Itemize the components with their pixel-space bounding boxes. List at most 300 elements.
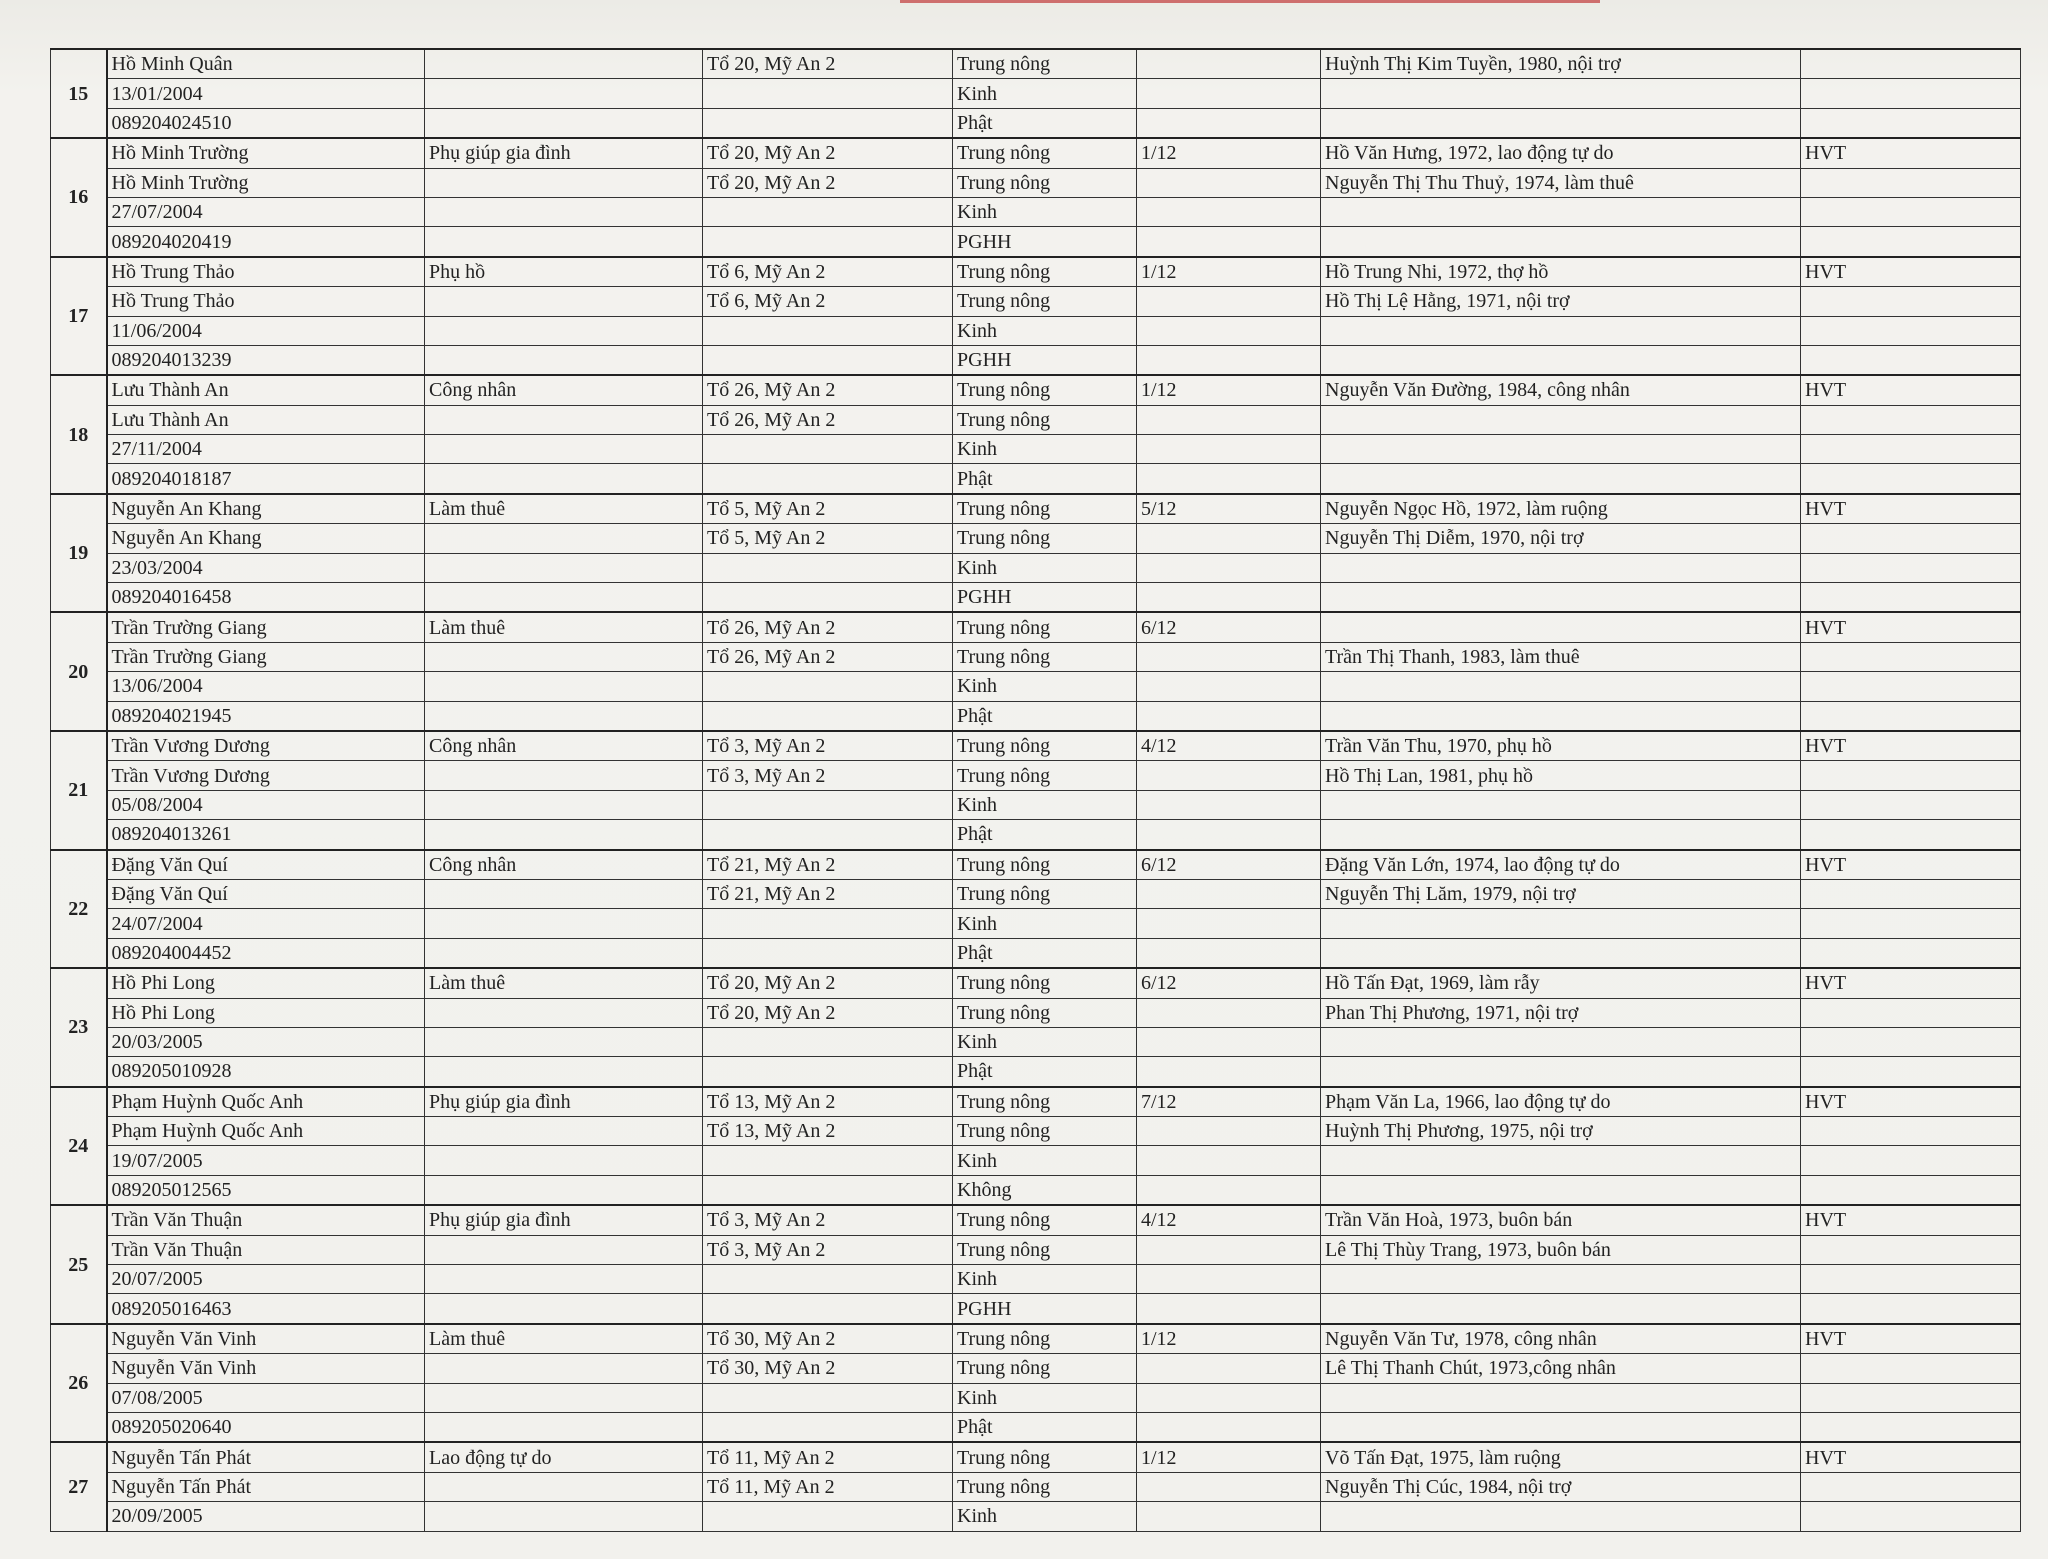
address-cell xyxy=(703,583,953,613)
note-cell xyxy=(1801,1383,2021,1412)
occupation-cell xyxy=(425,287,703,316)
parents-cell xyxy=(1321,1294,1801,1324)
address-cell: Tổ 30, Mỹ An 2 xyxy=(703,1324,953,1354)
name-cell: 24/07/2004 xyxy=(107,909,425,938)
address-cell: Tổ 20, Mỹ An 2 xyxy=(703,998,953,1027)
note-cell xyxy=(1801,49,2021,79)
name-cell: 19/07/2005 xyxy=(107,1146,425,1175)
occupation-cell xyxy=(425,642,703,671)
table-row xyxy=(51,612,2021,642)
occupation-cell xyxy=(425,761,703,790)
class-cell: Trung nông xyxy=(953,257,1137,287)
occupation-cell xyxy=(425,790,703,819)
name-cell: 089204020419 xyxy=(107,227,425,257)
table-row xyxy=(51,405,2021,434)
note-cell xyxy=(1801,168,2021,197)
name-cell: Hồ Minh Trường xyxy=(107,138,425,168)
address-cell xyxy=(703,316,953,345)
table-row xyxy=(51,494,2021,524)
class-cell: Kinh xyxy=(953,79,1137,108)
parents-cell: Nguyễn Văn Tư, 1978, công nhân xyxy=(1321,1324,1801,1354)
note-cell xyxy=(1801,1146,2021,1175)
parents-cell xyxy=(1321,938,1801,968)
parents-cell xyxy=(1321,1057,1801,1087)
table-row xyxy=(51,1175,2021,1205)
address-cell xyxy=(703,1175,953,1205)
education-cell xyxy=(1137,49,1321,79)
note-cell xyxy=(1801,1354,2021,1383)
parents-cell: Lê Thị Thanh Chút, 1973,công nhân xyxy=(1321,1354,1801,1383)
table-row xyxy=(51,1324,2021,1354)
table-row xyxy=(51,1057,2021,1087)
name-cell: Phạm Huỳnh Quốc Anh xyxy=(107,1117,425,1146)
parents-cell xyxy=(1321,1027,1801,1056)
education-cell: 1/12 xyxy=(1137,1324,1321,1354)
name-cell: 27/11/2004 xyxy=(107,435,425,464)
note-cell: HVT xyxy=(1801,257,2021,287)
parents-cell xyxy=(1321,790,1801,819)
class-cell: Trung nông xyxy=(953,1354,1137,1383)
name-cell: Nguyễn Tấn Phát xyxy=(107,1472,425,1501)
name-cell: Trần Vương Dương xyxy=(107,761,425,790)
name-cell: Lưu Thành An xyxy=(107,405,425,434)
address-cell: Tổ 20, Mỹ An 2 xyxy=(703,168,953,197)
table-row xyxy=(51,998,2021,1027)
table-row xyxy=(51,909,2021,938)
education-cell xyxy=(1137,168,1321,197)
name-cell: Hồ Trung Thảo xyxy=(107,257,425,287)
note-cell xyxy=(1801,524,2021,553)
note-cell: HVT xyxy=(1801,1087,2021,1117)
occupation-cell xyxy=(425,1265,703,1294)
address-cell xyxy=(703,227,953,257)
note-cell xyxy=(1801,790,2021,819)
name-cell: 05/08/2004 xyxy=(107,790,425,819)
parents-cell xyxy=(1321,435,1801,464)
note-cell xyxy=(1801,909,2021,938)
table-row xyxy=(51,1412,2021,1442)
education-cell xyxy=(1137,1117,1321,1146)
occupation-cell xyxy=(425,1146,703,1175)
occupation-cell xyxy=(425,1383,703,1412)
record-number-cell: 15 xyxy=(51,49,107,138)
education-cell xyxy=(1137,1412,1321,1442)
note-cell xyxy=(1801,405,2021,434)
note-cell xyxy=(1801,701,2021,731)
education-cell xyxy=(1137,524,1321,553)
occupation-cell: Làm thuê xyxy=(425,968,703,998)
note-cell xyxy=(1801,1412,2021,1442)
occupation-cell: Làm thuê xyxy=(425,494,703,524)
education-cell xyxy=(1137,287,1321,316)
occupation-cell: Làm thuê xyxy=(425,612,703,642)
class-cell: Trung nông xyxy=(953,1472,1137,1501)
parents-cell xyxy=(1321,909,1801,938)
address-cell: Tổ 21, Mỹ An 2 xyxy=(703,850,953,880)
address-cell: Tổ 20, Mỹ An 2 xyxy=(703,49,953,79)
name-cell: Trần Trường Giang xyxy=(107,612,425,642)
address-cell xyxy=(703,345,953,375)
occupation-cell xyxy=(425,1354,703,1383)
table-row xyxy=(51,138,2021,168)
address-cell: Tổ 11, Mỹ An 2 xyxy=(703,1442,953,1472)
record-number-cell: 21 xyxy=(51,731,107,850)
occupation-cell xyxy=(425,464,703,494)
name-cell: Đặng Văn Quí xyxy=(107,850,425,880)
class-cell: Trung nông xyxy=(953,731,1137,761)
class-cell: Phật xyxy=(953,108,1137,138)
education-cell xyxy=(1137,197,1321,226)
record-number-cell: 19 xyxy=(51,494,107,613)
class-cell: Trung nông xyxy=(953,1205,1137,1235)
parents-cell: Hồ Tấn Đạt, 1969, làm rẫy xyxy=(1321,968,1801,998)
page-bottom-margin xyxy=(50,1494,2020,1554)
table-row xyxy=(51,435,2021,464)
record-number-cell: 26 xyxy=(51,1324,107,1443)
class-cell: Trung nông xyxy=(953,850,1137,880)
registry-table xyxy=(50,48,2021,1532)
education-cell xyxy=(1137,1057,1321,1087)
address-cell: Tổ 13, Mỹ An 2 xyxy=(703,1117,953,1146)
occupation-cell: Phụ giúp gia đình xyxy=(425,1087,703,1117)
class-cell: Kinh xyxy=(953,790,1137,819)
name-cell: 089205016463 xyxy=(107,1294,425,1324)
table-row xyxy=(51,879,2021,908)
name-cell: Nguyễn Văn Vinh xyxy=(107,1324,425,1354)
class-cell: Không xyxy=(953,1175,1137,1205)
parents-cell xyxy=(1321,464,1801,494)
address-cell: Tổ 5, Mỹ An 2 xyxy=(703,494,953,524)
class-cell: Trung nông xyxy=(953,1235,1137,1264)
table-row xyxy=(51,642,2021,671)
education-cell xyxy=(1137,108,1321,138)
name-cell: 20/09/2005 xyxy=(107,1502,425,1531)
address-cell xyxy=(703,1057,953,1087)
parents-cell xyxy=(1321,108,1801,138)
parents-cell xyxy=(1321,1175,1801,1205)
education-cell xyxy=(1137,879,1321,908)
occupation-cell xyxy=(425,49,703,79)
note-cell: HVT xyxy=(1801,968,2021,998)
address-cell xyxy=(703,909,953,938)
parents-cell xyxy=(1321,820,1801,850)
note-cell xyxy=(1801,553,2021,582)
occupation-cell xyxy=(425,1294,703,1324)
education-cell xyxy=(1137,316,1321,345)
name-cell: 089204018187 xyxy=(107,464,425,494)
parents-cell: Huỳnh Thị Kim Tuyền, 1980, nội trợ xyxy=(1321,49,1801,79)
table-row xyxy=(51,524,2021,553)
note-cell xyxy=(1801,435,2021,464)
note-cell: HVT xyxy=(1801,1324,2021,1354)
address-cell: Tổ 20, Mỹ An 2 xyxy=(703,138,953,168)
occupation-cell xyxy=(425,79,703,108)
education-cell xyxy=(1137,405,1321,434)
table-row xyxy=(51,257,2021,287)
education-cell xyxy=(1137,583,1321,613)
class-cell: Trung nông xyxy=(953,968,1137,998)
occupation-cell xyxy=(425,1057,703,1087)
occupation-cell xyxy=(425,1412,703,1442)
education-cell xyxy=(1137,464,1321,494)
name-cell: 089204021945 xyxy=(107,701,425,731)
education-cell xyxy=(1137,938,1321,968)
class-cell: Kinh xyxy=(953,435,1137,464)
class-cell: Phật xyxy=(953,820,1137,850)
education-cell xyxy=(1137,672,1321,701)
table-row xyxy=(51,345,2021,375)
address-cell: Tổ 6, Mỹ An 2 xyxy=(703,257,953,287)
occupation-cell xyxy=(425,316,703,345)
class-cell: Phật xyxy=(953,464,1137,494)
address-cell xyxy=(703,938,953,968)
note-cell xyxy=(1801,464,2021,494)
education-cell: 5/12 xyxy=(1137,494,1321,524)
record-number-cell: 17 xyxy=(51,257,107,376)
parents-cell xyxy=(1321,1265,1801,1294)
record-number-cell: 25 xyxy=(51,1205,107,1324)
occupation-cell: Phụ giúp gia đình xyxy=(425,1205,703,1235)
class-cell: PGHH xyxy=(953,1294,1137,1324)
table-row xyxy=(51,790,2021,819)
education-cell xyxy=(1137,909,1321,938)
education-cell: 6/12 xyxy=(1137,850,1321,880)
name-cell: Lưu Thành An xyxy=(107,375,425,405)
name-cell: Hồ Minh Quân xyxy=(107,49,425,79)
occupation-cell xyxy=(425,820,703,850)
note-cell xyxy=(1801,1294,2021,1324)
note-cell xyxy=(1801,998,2021,1027)
parents-cell: Nguyễn Thị Lăm, 1979, nội trợ xyxy=(1321,879,1801,908)
name-cell: 089204016458 xyxy=(107,583,425,613)
education-cell xyxy=(1137,1383,1321,1412)
address-cell xyxy=(703,1265,953,1294)
record-number-cell: 16 xyxy=(51,138,107,257)
education-cell xyxy=(1137,998,1321,1027)
parents-cell xyxy=(1321,1146,1801,1175)
address-cell xyxy=(703,553,953,582)
parents-cell xyxy=(1321,701,1801,731)
note-cell xyxy=(1801,820,2021,850)
table-row xyxy=(51,1354,2021,1383)
table-row xyxy=(51,672,2021,701)
parents-cell: Nguyễn Văn Đường, 1984, công nhân xyxy=(1321,375,1801,405)
parents-cell xyxy=(1321,583,1801,613)
table-row xyxy=(51,49,2021,79)
class-cell: Phật xyxy=(953,938,1137,968)
name-cell: Trần Văn Thuận xyxy=(107,1235,425,1264)
parents-cell: Hồ Trung Nhi, 1972, thợ hồ xyxy=(1321,257,1801,287)
occupation-cell: Lao động tự do xyxy=(425,1442,703,1472)
parents-cell: Phan Thị Phương, 1971, nội trợ xyxy=(1321,998,1801,1027)
address-cell: Tổ 3, Mỹ An 2 xyxy=(703,731,953,761)
table-row xyxy=(51,1383,2021,1412)
occupation-cell xyxy=(425,108,703,138)
table-row xyxy=(51,1294,2021,1324)
name-cell: Phạm Huỳnh Quốc Anh xyxy=(107,1087,425,1117)
record-number-cell: 27 xyxy=(51,1442,107,1531)
address-cell: Tổ 26, Mỹ An 2 xyxy=(703,375,953,405)
education-cell xyxy=(1137,820,1321,850)
class-cell: Kinh xyxy=(953,1146,1137,1175)
note-cell xyxy=(1801,1235,2021,1264)
occupation-cell xyxy=(425,197,703,226)
occupation-cell xyxy=(425,1235,703,1264)
table-row xyxy=(51,583,2021,613)
table-row xyxy=(51,1146,2021,1175)
address-cell xyxy=(703,790,953,819)
name-cell: Đặng Văn Quí xyxy=(107,879,425,908)
name-cell: 20/03/2005 xyxy=(107,1027,425,1056)
table-row xyxy=(51,168,2021,197)
name-cell: Trần Vương Dương xyxy=(107,731,425,761)
name-cell: 089205010928 xyxy=(107,1057,425,1087)
table-row xyxy=(51,464,2021,494)
note-cell xyxy=(1801,287,2021,316)
class-cell: Trung nông xyxy=(953,1117,1137,1146)
parents-cell: Hồ Thị Lệ Hằng, 1971, nội trợ xyxy=(1321,287,1801,316)
class-cell: Trung nông xyxy=(953,168,1137,197)
class-cell: Trung nông xyxy=(953,49,1137,79)
name-cell: Nguyễn An Khang xyxy=(107,524,425,553)
education-cell xyxy=(1137,1235,1321,1264)
parents-cell: Lê Thị Thùy Trang, 1973, buôn bán xyxy=(1321,1235,1801,1264)
name-cell: 27/07/2004 xyxy=(107,197,425,226)
class-cell: Kinh xyxy=(953,197,1137,226)
parents-cell: Trần Văn Thu, 1970, phụ hồ xyxy=(1321,731,1801,761)
note-cell: HVT xyxy=(1801,1205,2021,1235)
name-cell: 089204024510 xyxy=(107,108,425,138)
class-cell: Phật xyxy=(953,701,1137,731)
note-cell xyxy=(1801,672,2021,701)
parents-cell xyxy=(1321,345,1801,375)
address-cell xyxy=(703,435,953,464)
occupation-cell xyxy=(425,938,703,968)
parents-cell: Võ Tấn Đạt, 1975, làm ruộng xyxy=(1321,1442,1801,1472)
education-cell xyxy=(1137,435,1321,464)
occupation-cell: Làm thuê xyxy=(425,1324,703,1354)
table-row xyxy=(51,761,2021,790)
parents-cell xyxy=(1321,553,1801,582)
class-cell: Trung nông xyxy=(953,1087,1137,1117)
note-cell xyxy=(1801,879,2021,908)
address-cell: Tổ 13, Mỹ An 2 xyxy=(703,1087,953,1117)
address-cell: Tổ 21, Mỹ An 2 xyxy=(703,879,953,908)
parents-cell: Phạm Văn La, 1966, lao động tự do xyxy=(1321,1087,1801,1117)
note-cell xyxy=(1801,1265,2021,1294)
note-cell: HVT xyxy=(1801,494,2021,524)
class-cell: Kinh xyxy=(953,1502,1137,1531)
address-cell xyxy=(703,197,953,226)
address-cell xyxy=(703,464,953,494)
table-row xyxy=(51,316,2021,345)
name-cell: 23/03/2004 xyxy=(107,553,425,582)
class-cell: Kinh xyxy=(953,553,1137,582)
page-edge-mark xyxy=(900,0,1600,3)
note-cell xyxy=(1801,938,2021,968)
parents-cell xyxy=(1321,1383,1801,1412)
address-cell xyxy=(703,1146,953,1175)
address-cell: Tổ 26, Mỹ An 2 xyxy=(703,612,953,642)
class-cell: Kinh xyxy=(953,316,1137,345)
address-cell: Tổ 30, Mỹ An 2 xyxy=(703,1354,953,1383)
name-cell: Trần Văn Thuận xyxy=(107,1205,425,1235)
name-cell: 20/07/2005 xyxy=(107,1265,425,1294)
address-cell xyxy=(703,1383,953,1412)
parents-cell: Huỳnh Thị Phương, 1975, nội trợ xyxy=(1321,1117,1801,1146)
parents-cell xyxy=(1321,612,1801,642)
name-cell: Trần Trường Giang xyxy=(107,642,425,671)
note-cell xyxy=(1801,227,2021,257)
class-cell: Kinh xyxy=(953,1027,1137,1056)
education-cell xyxy=(1137,1027,1321,1056)
address-cell: Tổ 3, Mỹ An 2 xyxy=(703,761,953,790)
parents-cell: Đặng Văn Lớn, 1974, lao động tự do xyxy=(1321,850,1801,880)
address-cell: Tổ 26, Mỹ An 2 xyxy=(703,405,953,434)
record-number-cell: 24 xyxy=(51,1087,107,1206)
education-cell xyxy=(1137,345,1321,375)
parents-cell: Trần Thị Thanh, 1983, làm thuê xyxy=(1321,642,1801,671)
name-cell: Nguyễn Văn Vinh xyxy=(107,1354,425,1383)
name-cell: Hồ Phi Long xyxy=(107,968,425,998)
occupation-cell xyxy=(425,435,703,464)
note-cell xyxy=(1801,1027,2021,1056)
table-row xyxy=(51,197,2021,226)
address-cell xyxy=(703,1027,953,1056)
class-cell: Kinh xyxy=(953,909,1137,938)
class-cell: Kinh xyxy=(953,1265,1137,1294)
parents-cell xyxy=(1321,1412,1801,1442)
education-cell: 4/12 xyxy=(1137,1205,1321,1235)
note-cell xyxy=(1801,1057,2021,1087)
address-cell xyxy=(703,820,953,850)
parents-cell: Nguyễn Thị Cúc, 1984, nội trợ xyxy=(1321,1472,1801,1501)
name-cell: Hồ Trung Thảo xyxy=(107,287,425,316)
name-cell: 089204013239 xyxy=(107,345,425,375)
name-cell: Nguyễn Tấn Phát xyxy=(107,1442,425,1472)
table-row xyxy=(51,553,2021,582)
class-cell: Kinh xyxy=(953,672,1137,701)
table-row xyxy=(51,731,2021,761)
occupation-cell: Phụ hồ xyxy=(425,257,703,287)
education-cell xyxy=(1137,1175,1321,1205)
parents-cell: Nguyễn Thị Thu Thuỷ, 1974, làm thuê xyxy=(1321,168,1801,197)
class-cell: Phật xyxy=(953,1057,1137,1087)
class-cell: Trung nông xyxy=(953,524,1137,553)
education-cell: 1/12 xyxy=(1137,1442,1321,1472)
class-cell: Trung nông xyxy=(953,1324,1137,1354)
address-cell: Tổ 26, Mỹ An 2 xyxy=(703,642,953,671)
parents-cell xyxy=(1321,197,1801,226)
address-cell xyxy=(703,1412,953,1442)
note-cell xyxy=(1801,1175,2021,1205)
education-cell: 1/12 xyxy=(1137,257,1321,287)
occupation-cell xyxy=(425,168,703,197)
parents-cell: Hồ Thị Lan, 1981, phụ hồ xyxy=(1321,761,1801,790)
education-cell: 4/12 xyxy=(1137,731,1321,761)
education-cell xyxy=(1137,1294,1321,1324)
class-cell: PGHH xyxy=(953,227,1137,257)
class-cell: Trung nông xyxy=(953,879,1137,908)
address-cell: Tổ 3, Mỹ An 2 xyxy=(703,1205,953,1235)
table-row xyxy=(51,287,2021,316)
name-cell: 089205020640 xyxy=(107,1412,425,1442)
parents-cell xyxy=(1321,316,1801,345)
occupation-cell xyxy=(425,405,703,434)
note-cell xyxy=(1801,642,2021,671)
record-number-cell: 20 xyxy=(51,612,107,731)
address-cell xyxy=(703,79,953,108)
